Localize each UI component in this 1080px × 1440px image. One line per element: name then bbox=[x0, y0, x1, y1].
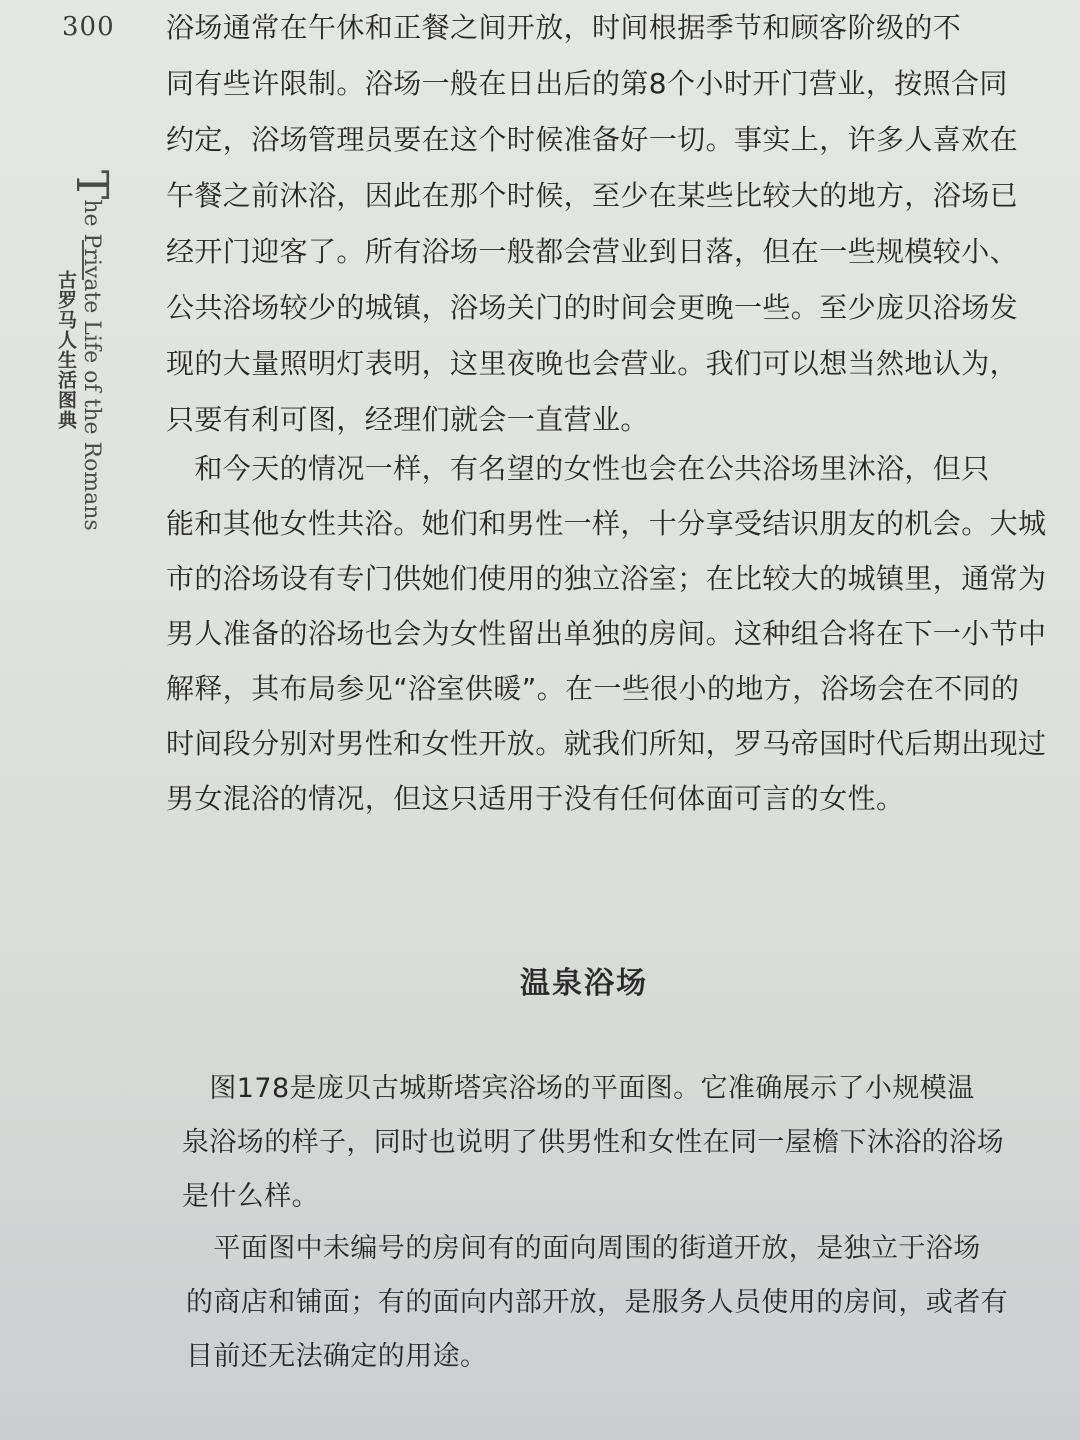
text-line: 能和其他女性共浴。她们和男性一样，十分享受结识朋友的机会。大城 bbox=[166, 507, 1047, 540]
text-line: 男女混浴的情况，但这只适用于没有任何体面可言的女性。 bbox=[166, 782, 905, 815]
text-line: 和今天的情况一样，有名望的女性也会在公共浴场里沐浴，但只 bbox=[166, 452, 990, 485]
text-line: 浴场通常在午休和正餐之间开放，时间根据季节和顾客阶级的不 bbox=[166, 11, 962, 44]
text-line: 图178是庞贝古城斯塔宾浴场的平面图。它准确展示了小规模温 bbox=[182, 1073, 975, 1104]
running-head-english-rest: he Private Life of the Romans bbox=[79, 199, 104, 531]
running-head bbox=[55, 170, 117, 531]
paragraph-opening-hours bbox=[166, 0, 1018, 448]
paragraph-unnumbered-rooms bbox=[186, 1222, 1008, 1384]
running-head-rule bbox=[82, 240, 84, 280]
text-line: 平面图中未编号的房间有的面向周围的街道开放，是独立于浴场 bbox=[186, 1233, 981, 1264]
text-line: 解释，其布局参见“浴室供暖”。在一些很小的地方，浴场会在不同的 bbox=[166, 672, 1020, 705]
text-line: 同有些许限制。浴场一般在日出后的第8个小时开门营业，按照合同 bbox=[166, 67, 1008, 100]
page-number: 300 bbox=[62, 12, 115, 42]
text-line: 男人准备的浴场也会为女性留出单独的房间。这种组合将在下一小节中 bbox=[166, 617, 1047, 650]
text-line: 午餐之前沐浴，因此在那个时候，至少在某些比较大的地方，浴场已 bbox=[166, 179, 1019, 212]
text-line: 只要有利可图，经理们就会一直营业。 bbox=[166, 403, 649, 436]
text-line: 目前还无法确定的用途。 bbox=[186, 1341, 488, 1372]
running-head-initial: T bbox=[66, 170, 117, 200]
text-line: 现的大量照明灯表明，这里夜晚也会营业。我们可以想当然地认为， bbox=[166, 347, 1019, 380]
section-title: 温泉浴场 bbox=[520, 966, 648, 1001]
text-line: 时间段分别对男性和女性开放。就我们所知，罗马帝国时代后期出现过 bbox=[166, 727, 1047, 760]
text-line: 的商店和铺面；有的面向内部开放，是服务人员使用的房间，或者有 bbox=[186, 1287, 1008, 1318]
paragraph-women-bathing bbox=[166, 441, 1046, 826]
text-line: 市的浴场设有专门供她们使用的独立浴室；在比较大的城镇里，通常为 bbox=[166, 562, 1047, 595]
paragraph-figure-178 bbox=[182, 1062, 1004, 1224]
text-line: 泉浴场的样子，同时也说明了供男性和女性在同一屋檐下沐浴的浴场 bbox=[182, 1127, 1004, 1158]
text-line: 是什么样。 bbox=[182, 1181, 319, 1212]
text-line: 经开门迎客了。所有浴场一般都会营业到日落，但在一些规模较小、 bbox=[166, 235, 1019, 268]
running-head-chinese: 古罗马人生活图典 bbox=[55, 270, 77, 430]
text-line: 公共浴场较少的城镇，浴场关门的时间会更晚一些。至少庞贝浴场发 bbox=[166, 291, 1019, 324]
text-line: 约定，浴场管理员要在这个时候准备好一切。事实上，许多人喜欢在 bbox=[166, 123, 1019, 156]
